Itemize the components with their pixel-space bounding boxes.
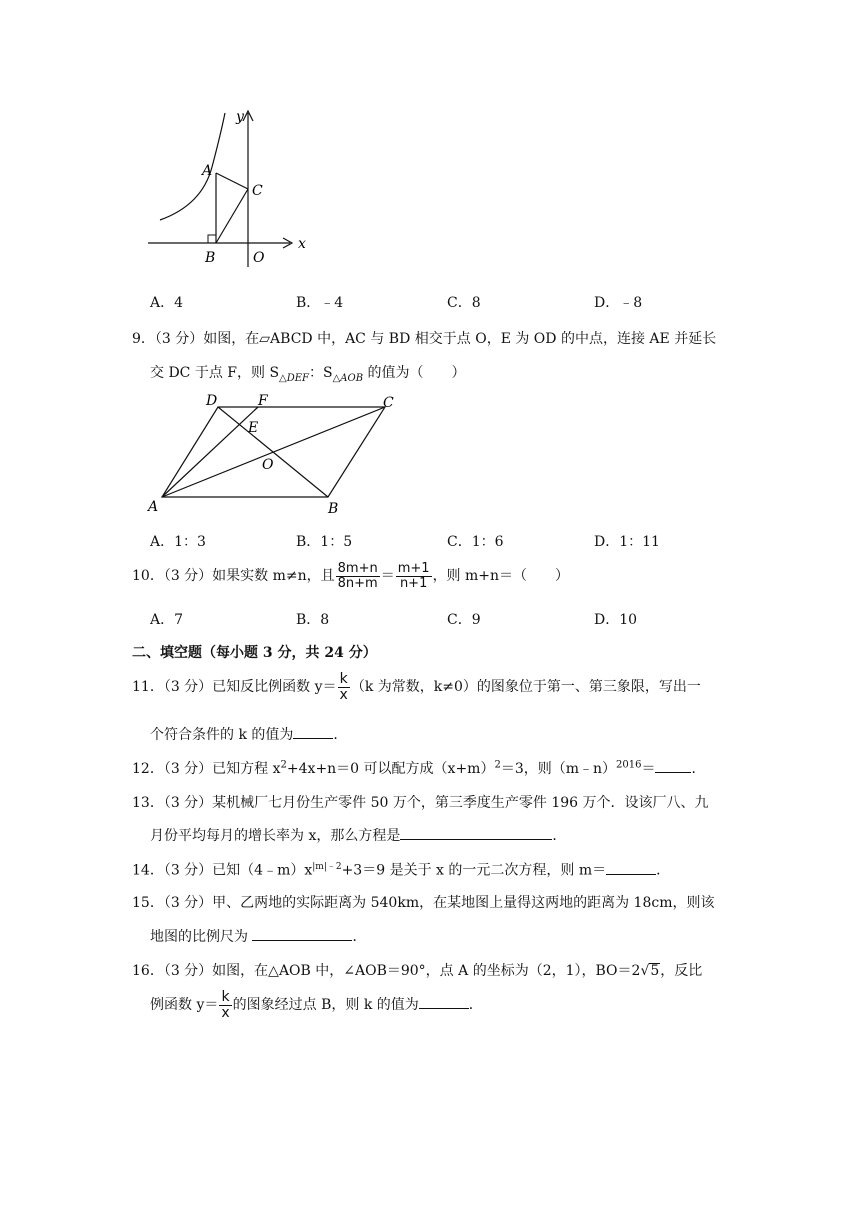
q16-text-pre: 16．（3 分）如图，在△AOB 中，∠AOB＝90°，点 A 的坐标为（2，1），BO＝2 — [132, 963, 641, 979]
q9-option-b: B．1：5 — [296, 534, 353, 550]
q8-option-a: A．4 — [150, 295, 184, 311]
label-y: y — [236, 109, 244, 125]
q14-exponent: |m|﹣2 — [312, 862, 342, 872]
q9-sub-def: △DEF — [279, 372, 309, 384]
q11-line2-text: 个符合条件的 k 的值为 — [150, 727, 294, 743]
q14-answer-blank[interactable] — [606, 873, 656, 875]
q13-answer-blank[interactable] — [400, 838, 552, 840]
label-d: D — [206, 393, 218, 409]
q16-frac-numerator: k — [219, 990, 231, 1006]
q11-stem-line1 — [132, 672, 701, 702]
q11-text-post: （k 为常数，k≠0）的图象位于第一、第三象限，写出一 — [350, 679, 701, 696]
label-c: C — [252, 183, 263, 199]
q12-text-post: ＝ — [641, 761, 656, 777]
q12-text-mid2: ＝3，则（m﹣n） — [500, 761, 617, 777]
q9-text-mid: ：S — [309, 365, 333, 381]
q8-option-d: D．﹣8 — [594, 295, 643, 311]
diagonal-bd — [218, 407, 328, 497]
q10-frac2-numerator: m+1 — [397, 561, 430, 576]
section-heading-fill-in: 二、填空题（每小题 3 分，共 24 分） — [132, 645, 377, 661]
q16-end: ． — [468, 997, 483, 1014]
q16-line2-pre: 例函数 y＝ — [150, 997, 219, 1014]
q12-answer-blank[interactable] — [655, 771, 691, 773]
q15-end: ． — [352, 929, 367, 945]
q12-text-mid: +4x+n＝0 可以配方成（x+m） — [286, 761, 495, 777]
right-angle-mark — [208, 235, 216, 243]
q9-sub-aob: △AOB — [332, 372, 364, 384]
q10-option-c: C．9 — [447, 612, 481, 628]
q12-sup-2b: 2 — [494, 759, 501, 771]
q12-stem — [132, 758, 705, 778]
q9-figure — [140, 385, 410, 520]
label-o: O — [253, 250, 265, 266]
q8-figure — [140, 105, 320, 270]
q10-option-d: D．10 — [594, 612, 638, 628]
q9-text-post: 的值为（ ） — [363, 365, 466, 381]
q15-stem-line2 — [150, 926, 366, 946]
q10-text-post: ，则 m+n＝（ ） — [432, 568, 570, 585]
q10-frac1-denominator: 8n+m — [337, 575, 378, 591]
q9-option-d: D．1：11 — [594, 534, 660, 550]
hyperbola-curve — [160, 113, 225, 220]
q11-frac-denominator: x — [339, 686, 348, 703]
q16-stem-line1: 16．（3 分）如图，在△AOB 中，∠AOB＝90°，点 A 的坐标为（2，1），BO＝2√5，反比 — [132, 963, 703, 979]
q12-end: ． — [691, 761, 706, 777]
label-b: B — [328, 501, 339, 517]
q11-end: ． — [333, 727, 348, 743]
q9-stem-line1: 9．（3 分）如图，在▱ABCD 中，AC 与 BD 相交于点 O，E 为 OD 的中点，连接 AE 并延长 — [132, 331, 717, 347]
q9-option-c: C．1：6 — [447, 534, 504, 550]
q16-sqrt-radicand: 5 — [650, 963, 660, 979]
label-o: O — [262, 457, 274, 473]
q8-option-c: C．8 — [447, 295, 481, 311]
q10-text-pre: 10．（3 分）如果实数 m≠n，且 — [132, 568, 335, 585]
q10-fraction-right — [396, 562, 432, 590]
q14-text-post: +3＝9 是关于 x 的一元二次方程，则 m＝ — [341, 862, 607, 879]
q16-stem-line2 — [150, 990, 483, 1020]
q10-frac2-denominator: n+1 — [399, 575, 428, 591]
segment-ac — [216, 173, 248, 189]
q9-text-pre: 交 DC 于点 F，则 S — [150, 365, 280, 381]
q12-sup-2016: 2016 — [616, 759, 642, 771]
segment-bc — [216, 189, 248, 243]
q10-fraction-left — [336, 562, 380, 590]
q12-sup-2a: 2 — [280, 759, 287, 771]
q11-answer-blank[interactable] — [293, 737, 333, 739]
q11-text-pre: 11．（3 分）已知反比例函数 y＝ — [132, 679, 337, 696]
q11-stem-line2 — [150, 724, 347, 744]
q13-line2-text: 月份平均每月的增长率为 x，那么方程是 — [150, 828, 401, 844]
q9-option-a: A．1：3 — [150, 534, 206, 550]
label-f: F — [258, 393, 268, 409]
q11-fraction — [338, 672, 350, 702]
q15-stem-line1: 15．（3 分）甲、乙两地的实际距离为 540km，在某地图上量得这两地的距离为 18cm，则该 — [132, 895, 715, 911]
label-e: E — [248, 420, 259, 436]
q13-stem-line2 — [150, 825, 566, 845]
label-x: x — [298, 236, 306, 252]
q10-frac1-numerator: 8m+n — [337, 561, 378, 576]
q12-text-pre: 12．（3 分）已知方程 x — [132, 761, 281, 777]
q15-answer-blank[interactable] — [252, 939, 352, 941]
q11-frac-numerator: k — [338, 672, 350, 688]
label-b: B — [205, 250, 216, 266]
q16-frac-denominator: x — [221, 1004, 230, 1021]
label-a: A — [202, 163, 213, 179]
q14-text-pre: 14．（3 分）已知（4﹣m）x — [132, 862, 313, 879]
q16-fraction — [219, 990, 231, 1020]
q14-end: ． — [656, 862, 671, 879]
q10-option-b: B．8 — [296, 612, 330, 628]
q16-line2-post: 的图象经过点 B，则 k 的值为 — [232, 997, 419, 1014]
q8-option-b: B．﹣4 — [296, 295, 344, 311]
q10-stem — [132, 562, 569, 590]
q13-end: ． — [552, 828, 567, 844]
q13-stem-line1: 13．（3 分）某机械厂七月份生产零件 50 万个，第三季度生产零件 196 万个．设该厂八、九 — [132, 795, 709, 811]
q10-equals: ＝ — [380, 568, 395, 585]
q16-text-post: ，反比 — [660, 963, 703, 979]
label-a: A — [148, 499, 159, 515]
label-c: C — [383, 395, 394, 411]
q16-answer-blank[interactable] — [419, 1007, 469, 1009]
q15-line2-text: 地图的比例尺为 — [150, 929, 253, 945]
q14-stem — [132, 859, 670, 880]
q10-option-a: A．7 — [150, 612, 184, 628]
q9-stem-line2 — [150, 362, 466, 384]
